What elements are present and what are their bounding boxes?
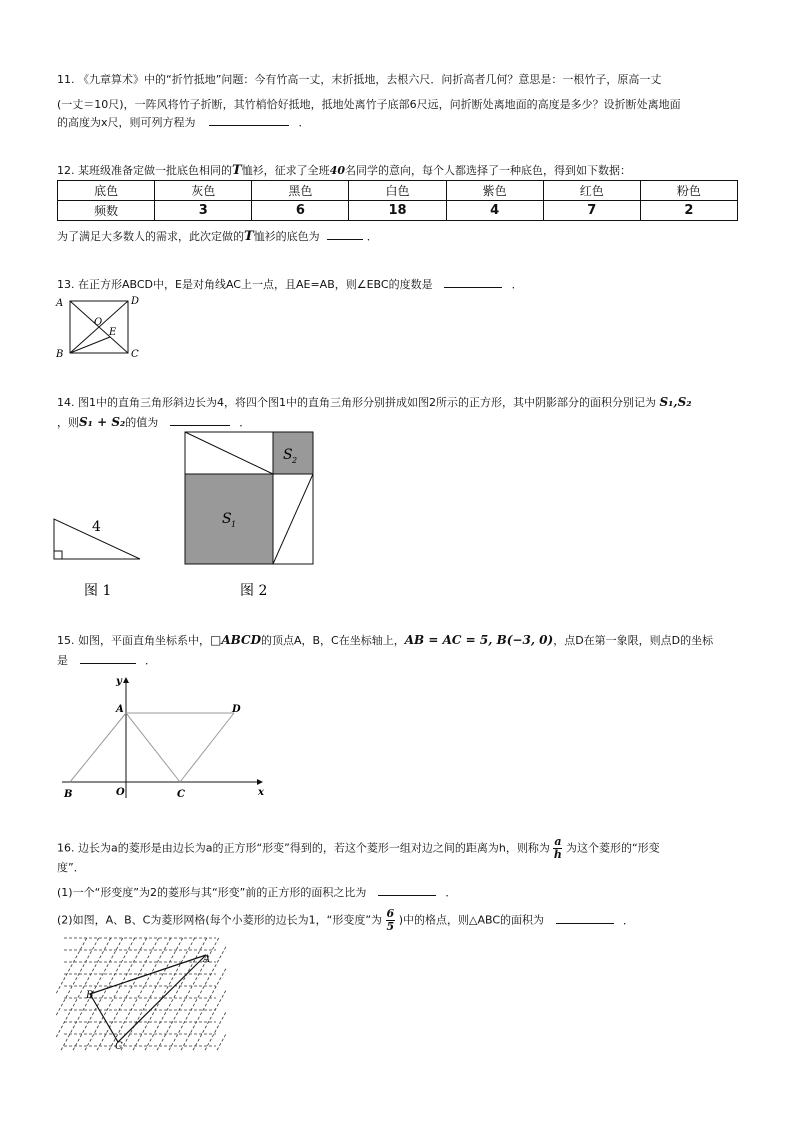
table-cell: 粉色 <box>640 181 737 201</box>
label-C: C <box>115 1041 123 1052</box>
table-cell: 白色 <box>349 181 446 201</box>
table-cell: 底色 <box>58 181 155 201</box>
q15-parallelogram: □ABCD <box>210 633 261 647</box>
q16-sub1-answer-blank[interactable] <box>378 884 436 896</box>
table-header-row <box>58 181 738 201</box>
q15-text-b: 的顶点A，B，C在坐标轴上， <box>260 634 405 647</box>
q16-sub1-period: ． <box>445 886 457 899</box>
q14-period: ． <box>239 416 251 429</box>
q16-fraction-a-over-h <box>553 836 562 861</box>
label-x: x <box>258 787 264 798</box>
s2-label: S <box>283 447 293 463</box>
label-B: B <box>56 349 64 360</box>
q16-text-b: 为这个菱形的“形变 <box>565 841 660 855</box>
q12-T: T <box>232 163 242 178</box>
label-A: A <box>203 954 211 965</box>
q16-rhombus-grid-figure <box>56 934 226 1058</box>
label-C: C <box>131 349 139 360</box>
table-row <box>58 201 738 221</box>
label-y: y <box>116 676 122 687</box>
q15-line-1 <box>57 632 713 649</box>
q16-sub2-text-a: (2)如图，A、B、C为菱形网格(每个小菱形的边长为1，“形变度”为 <box>57 913 383 927</box>
s2-subscript: 2 <box>292 456 298 465</box>
label-O: O <box>94 317 103 328</box>
fig2-caption: 图 2 <box>240 583 268 599</box>
q14-line-1 <box>57 394 692 411</box>
q15-answer-blank[interactable] <box>80 652 136 664</box>
q12-frequency-table <box>57 180 738 221</box>
table-cell: 频数 <box>58 201 155 221</box>
q15-text-c: ，点D在第一象限，则点D的坐标 <box>553 634 714 647</box>
table-cell: 7 <box>543 201 640 221</box>
q14-sum: S₁ + S₂ <box>79 415 126 429</box>
q13-answer-blank[interactable] <box>444 276 502 288</box>
frac-numerator: 6 <box>386 907 395 920</box>
q12-T-2: T <box>244 229 254 244</box>
label-D: D <box>232 704 241 715</box>
label-A: A <box>56 298 64 309</box>
q16-line-2: 度”． <box>57 861 85 874</box>
s1-label: S <box>222 511 232 527</box>
q15-text-a: 15. 如图，平面直角坐标系中， <box>57 634 210 647</box>
q14-s-notation: S₁,S₂ <box>659 395 692 409</box>
q16-sub1-text: (1)一个“形变度”为2的菱形与其“形变”前的正方形的面积之比为 <box>57 886 367 899</box>
q11-line-3 <box>57 114 310 131</box>
q16-sub2-answer-blank[interactable] <box>556 912 614 924</box>
fig1-side-label: 4 <box>92 519 101 535</box>
frac-numerator: a <box>554 835 562 848</box>
q12-text-e: 恤衫的底色为 <box>253 230 320 243</box>
q16-sub2-period: ． <box>623 913 634 927</box>
q16-sub2 <box>57 908 634 933</box>
q16-text-a: 16. 边长为a的菱形是由边长为a的正方形“形变”得到的，若这个菱形一组对边之间的距离为h，则称为 <box>57 841 550 855</box>
q14-text-b: ，则 <box>57 416 79 429</box>
label-B: B <box>64 789 73 800</box>
q14-line-2 <box>57 414 250 431</box>
table-cell: 紫色 <box>446 181 543 201</box>
q12-answer-blank[interactable] <box>327 228 363 240</box>
q16-line-1 <box>57 836 660 861</box>
q11-line-2: (一丈＝10尺)，一阵风将竹子折断，其竹梢恰好抵地，抵地处离竹子底部6尺远，问折断处离地面的高度是多少？设折断处离地面 <box>57 98 681 111</box>
table-cell: 3 <box>155 201 252 221</box>
table-cell: 18 <box>349 201 446 221</box>
fig1-caption: 图 1 <box>84 583 112 599</box>
label-A: A <box>116 704 124 715</box>
q12-line-2 <box>57 228 378 245</box>
q11-answer-blank[interactable] <box>209 114 289 126</box>
q14-answer-blank[interactable] <box>170 414 230 426</box>
q14-figures <box>50 430 340 605</box>
table-cell: 红色 <box>543 181 640 201</box>
q15-conditions: AB = AC = 5, B(−3, 0) <box>404 633 554 647</box>
table-cell: 黑色 <box>252 181 349 201</box>
q16-fraction-6-over-5 <box>386 908 396 933</box>
q14-text-c: 的值为 <box>125 416 159 429</box>
q12-period: ． <box>366 230 378 243</box>
table-cell: 灰色 <box>155 181 252 201</box>
q12-n: 40 <box>329 164 345 177</box>
rhombus-grid <box>56 938 226 1052</box>
q15-line-2 <box>57 652 156 669</box>
table-cell: 4 <box>446 201 543 221</box>
q11-line-1: 11. 《九章算术》中的“折竹抵地”问题：今有竹高一丈，末折抵地，去根六尺．问折高者几何？意思是：一根竹子，原高一丈 <box>57 73 662 86</box>
label-C: C <box>177 789 185 800</box>
q12-text-c: 名同学的意向，每个人都选择了一种底色，得到如下数据： <box>345 164 631 177</box>
q16-sub2-text-b: )中的格点，则△ABC的面积为 <box>398 913 544 927</box>
frac-denominator: h <box>553 848 562 861</box>
table-cell: 6 <box>252 201 349 221</box>
q12-text-d: 为了满足大多数人的需求，此次定做的 <box>57 230 244 243</box>
q11-text: 的高度为x尺，则可列方程为 <box>57 116 196 129</box>
s1-subscript: 1 <box>231 520 237 529</box>
q15-coordinate-figure <box>56 670 276 805</box>
q16-sub1 <box>57 884 456 901</box>
q12-text-b: 恤衫，征求了全班 <box>241 164 330 177</box>
q13-text: 13. 在正方形ABCD中，E是对角线AC上一点，且AE=AB，则∠EBC的度数是 <box>57 278 433 291</box>
frac-denominator: 5 <box>386 920 395 933</box>
label-E: E <box>109 327 117 338</box>
q13-period: ． <box>511 278 523 291</box>
table-cell: 2 <box>640 201 737 221</box>
q12-line-1 <box>57 163 631 179</box>
q11-period: ． <box>298 116 310 129</box>
q15-text-d: 是 <box>57 654 68 667</box>
q15-period: ． <box>145 654 156 667</box>
label-O: O <box>116 787 125 798</box>
q13-line-1 <box>57 276 523 293</box>
label-B: B <box>86 990 94 1001</box>
q12-text-a: 12. 某班级准备定做一批底色相同的 <box>57 164 232 177</box>
q14-text-a: 14. 图1中的直角三角形斜边长为4，将四个图1中的直角三角形分别拼成如图2所示的正方形，其中阴影部分的面积分别记为 <box>57 396 656 409</box>
q13-square-figure <box>52 292 152 362</box>
label-D: D <box>131 296 140 307</box>
